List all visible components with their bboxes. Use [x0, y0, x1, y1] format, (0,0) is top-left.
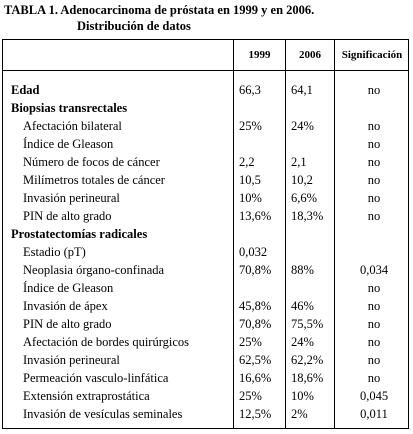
table-row — [3, 297, 408, 315]
row-label: Invasión perineural — [23, 353, 120, 367]
table-row — [3, 81, 408, 99]
value-1999: 2,2 — [239, 155, 255, 169]
table-row — [3, 135, 408, 153]
value-1999: 45,8% — [239, 299, 272, 313]
value-significacion: no — [367, 209, 381, 223]
table-row — [3, 333, 408, 351]
header-significacion: Significación — [341, 49, 403, 61]
value-significacion: no — [367, 191, 381, 205]
row-label: Neoplasia órgano-confinada — [23, 263, 165, 277]
row-label: Milímetros totales de cáncer — [23, 173, 165, 187]
value-1999: 16,6% — [239, 371, 272, 385]
value-2006: 2% — [291, 407, 308, 421]
value-significacion: 0,045 — [359, 389, 389, 403]
value-significacion: no — [367, 83, 381, 97]
row-label: PIN de alto grado — [23, 209, 112, 223]
value-2006: 18,3% — [291, 209, 324, 223]
row-label: Prostatectomías radicales — [11, 227, 148, 241]
row-label: Edad — [11, 83, 40, 97]
value-2006: 6,6% — [291, 191, 318, 205]
table-row — [3, 207, 408, 225]
value-1999: 10% — [239, 191, 262, 205]
value-1999: 10,5 — [239, 173, 261, 187]
value-2006: 64,1 — [291, 83, 313, 97]
value-significacion: no — [367, 299, 381, 313]
value-1999: 25% — [239, 335, 262, 349]
table-row — [3, 369, 408, 387]
row-label: Invasión perineural — [23, 191, 120, 205]
value-2006: 10,2 — [291, 173, 313, 187]
table-row — [3, 171, 408, 189]
value-1999: 70,8% — [239, 263, 272, 277]
value-significacion: no — [367, 155, 381, 169]
value-2006: 75,5% — [291, 317, 324, 331]
table-row — [3, 405, 408, 423]
table-row — [3, 117, 408, 135]
value-1999: 25% — [239, 389, 262, 403]
value-1999: 25% — [239, 119, 262, 133]
row-label: Invasión de ápex — [23, 299, 108, 313]
value-significacion: 0,011 — [360, 407, 388, 421]
value-2006: 18,6% — [291, 371, 324, 385]
value-2006: 62,2% — [291, 353, 324, 367]
table-row — [3, 243, 408, 261]
table-title-line2: Distribución de datos — [77, 19, 191, 33]
table-body — [3, 81, 408, 423]
table-row — [3, 189, 408, 207]
row-label: Afectación bilateral — [23, 119, 122, 133]
row-label: Número de focos de cáncer — [23, 155, 160, 169]
value-significacion: 0,034 — [359, 263, 389, 277]
value-2006: 24% — [291, 119, 314, 133]
value-2006: 10% — [291, 389, 314, 403]
value-1999: 0,032 — [239, 245, 268, 259]
value-1999: 70,8% — [239, 317, 272, 331]
row-label: Afectación de bordes quirúrgicos — [23, 335, 190, 349]
value-2006: 24% — [291, 335, 314, 349]
value-significacion: no — [367, 335, 381, 349]
value-significacion: no — [367, 353, 381, 367]
value-2006: 88% — [291, 263, 314, 277]
table-row — [3, 99, 408, 117]
table-row — [3, 351, 408, 369]
row-label: Índice de Gleason — [23, 281, 114, 295]
header-divider — [3, 70, 408, 71]
value-1999: 66,3 — [239, 83, 261, 97]
value-significacion: no — [367, 119, 381, 133]
value-2006: 46% — [291, 299, 314, 313]
table-row — [3, 153, 408, 171]
value-significacion: no — [367, 371, 381, 385]
value-significacion: no — [367, 281, 381, 295]
value-2006: 2,1 — [291, 155, 307, 169]
row-label: Extensión extraprostática — [23, 389, 150, 403]
table-row — [3, 225, 408, 243]
value-1999: 12,5% — [239, 407, 272, 421]
row-label: Estadio (pT) — [23, 245, 86, 259]
table-title-line1: TABLA 1. Adenocarcinoma de próstata en 1999 y en 2006. — [4, 3, 315, 17]
header-1999: 1999 — [248, 49, 271, 61]
table-row — [3, 315, 408, 333]
row-label: Índice de Gleason — [23, 137, 114, 151]
value-significacion: no — [367, 137, 381, 151]
table-row — [3, 279, 408, 297]
row-label: PIN de alto grado — [23, 317, 112, 331]
header-2006: 2006 — [299, 49, 321, 61]
value-1999: 13,6% — [239, 209, 272, 223]
row-label: Invasión de vesículas seminales — [23, 407, 183, 421]
value-1999: 62,5% — [239, 353, 272, 367]
value-significacion: no — [367, 317, 381, 331]
data-table — [2, 39, 409, 429]
value-significacion: no — [367, 173, 381, 187]
row-label: Permeación vasculo-linfática — [23, 371, 169, 385]
table-row — [3, 387, 408, 405]
table-row — [3, 261, 408, 279]
table-title — [4, 2, 314, 34]
row-label: Biopsias transrectales — [11, 101, 128, 115]
